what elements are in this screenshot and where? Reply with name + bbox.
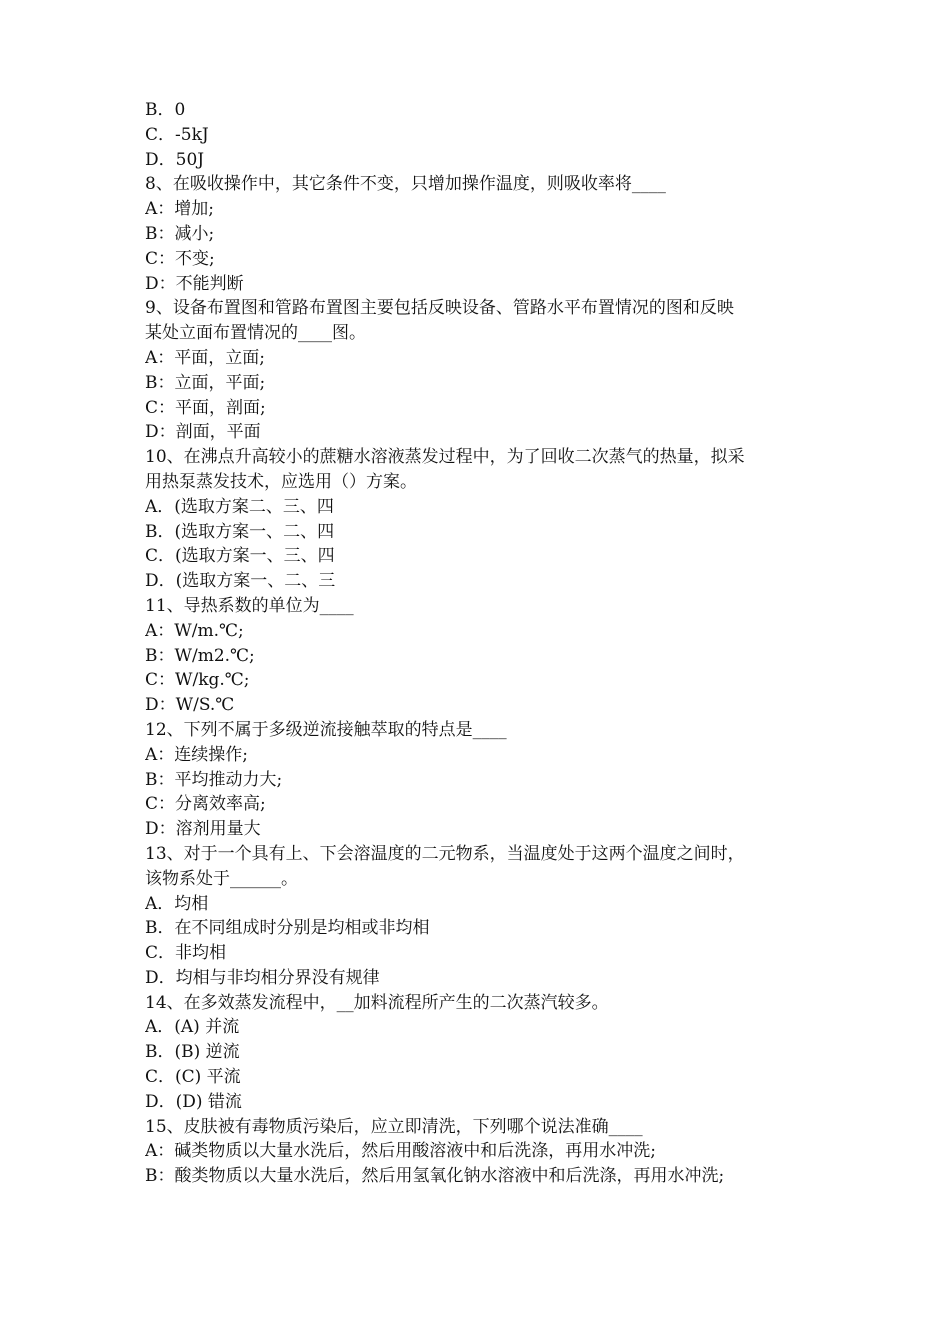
option-line: C．-5kJ <box>145 124 209 145</box>
option-line: A：连续操作; <box>145 744 249 765</box>
option-line: B：立面，平面; <box>145 372 266 393</box>
question-line: 14、在多效蒸发流程中，__加料流程所产生的二次蒸汽较多。 <box>145 992 609 1013</box>
question-line: 8、在吸收操作中，其它条件不变，只增加操作温度，则吸收率将____ <box>145 174 666 195</box>
option-line: A：W/m.℃; <box>145 620 244 641</box>
question-line: 15、皮肤被有毒物质污染后，应立即清洗，下列哪个说法准确____ <box>145 1116 643 1137</box>
option-line: B．0 <box>145 100 186 120</box>
option-line: D．(选取方案一、二、三 <box>145 571 336 592</box>
option-line: B．在不同组成时分别是均相或非均相 <box>145 918 430 939</box>
option-line: C．(C) 平流 <box>145 1067 241 1088</box>
option-line: D．均相与非均相分界没有规律 <box>145 967 380 988</box>
question-line: 用热泵蒸发技术，应选用（）方案。 <box>145 471 417 492</box>
option-line: C：平面，剖面; <box>145 397 266 418</box>
question-line: 9、设备布置图和管路布置图主要包括反映设备、管路水平布置情况的图和反映 <box>145 298 734 319</box>
option-line: B：减小; <box>145 223 215 244</box>
option-line: C．非均相 <box>145 943 227 964</box>
question-line: 某处立面布置情况的____图。 <box>145 323 366 344</box>
option-line: A：增加; <box>145 199 215 220</box>
document-body <box>145 98 815 1189</box>
question-line: 13、对于一个具有上、下会溶温度的二元物系，当温度处于这两个温度之间时， <box>145 843 745 864</box>
option-line: A．(选取方案二、三、四 <box>145 496 334 517</box>
option-line: A：平面，立面; <box>145 347 266 368</box>
option-line: D：溶剂用量大 <box>145 819 261 840</box>
option-line: C：分离效率高; <box>145 794 266 815</box>
option-line: C．(选取方案一、三、四 <box>145 546 335 567</box>
option-line: D：剖面，平面 <box>145 422 261 443</box>
option-line: B：平均推动力大; <box>145 769 283 790</box>
option-line: C：W/kg.℃; <box>145 670 250 691</box>
question-line: 12、下列不属于多级逆流接触萃取的特点是____ <box>145 719 507 740</box>
option-line: B：W/m2.℃; <box>145 645 255 666</box>
option-line: B：酸类物质以大量水洗后，然后用氢氧化钠水溶液中和后洗涤，再用水冲洗; <box>145 1166 725 1187</box>
option-line: D：W/S.℃ <box>145 695 235 716</box>
option-line: A．均相 <box>145 893 209 914</box>
question-line: 10、在沸点升高较小的蔗糖水溶液蒸发过程中，为了回收二次蒸气的热量，拟采 <box>145 447 745 468</box>
option-line: B．(选取方案一、二、四 <box>145 521 335 542</box>
question-line: 该物系处于______。 <box>145 868 298 889</box>
option-line: C：不变; <box>145 248 215 269</box>
option-line: D．50J <box>145 149 205 170</box>
question-line: 11、导热系数的单位为____ <box>145 595 354 616</box>
option-line: A．(A) 并流 <box>145 1017 240 1038</box>
option-line: D：不能判断 <box>145 273 244 294</box>
option-line: A：碱类物质以大量水洗后，然后用酸溶液中和后洗涤，再用水冲洗; <box>145 1141 657 1162</box>
option-line: D．(D) 错流 <box>145 1091 242 1112</box>
option-line: B．(B) 逆流 <box>145 1042 240 1063</box>
